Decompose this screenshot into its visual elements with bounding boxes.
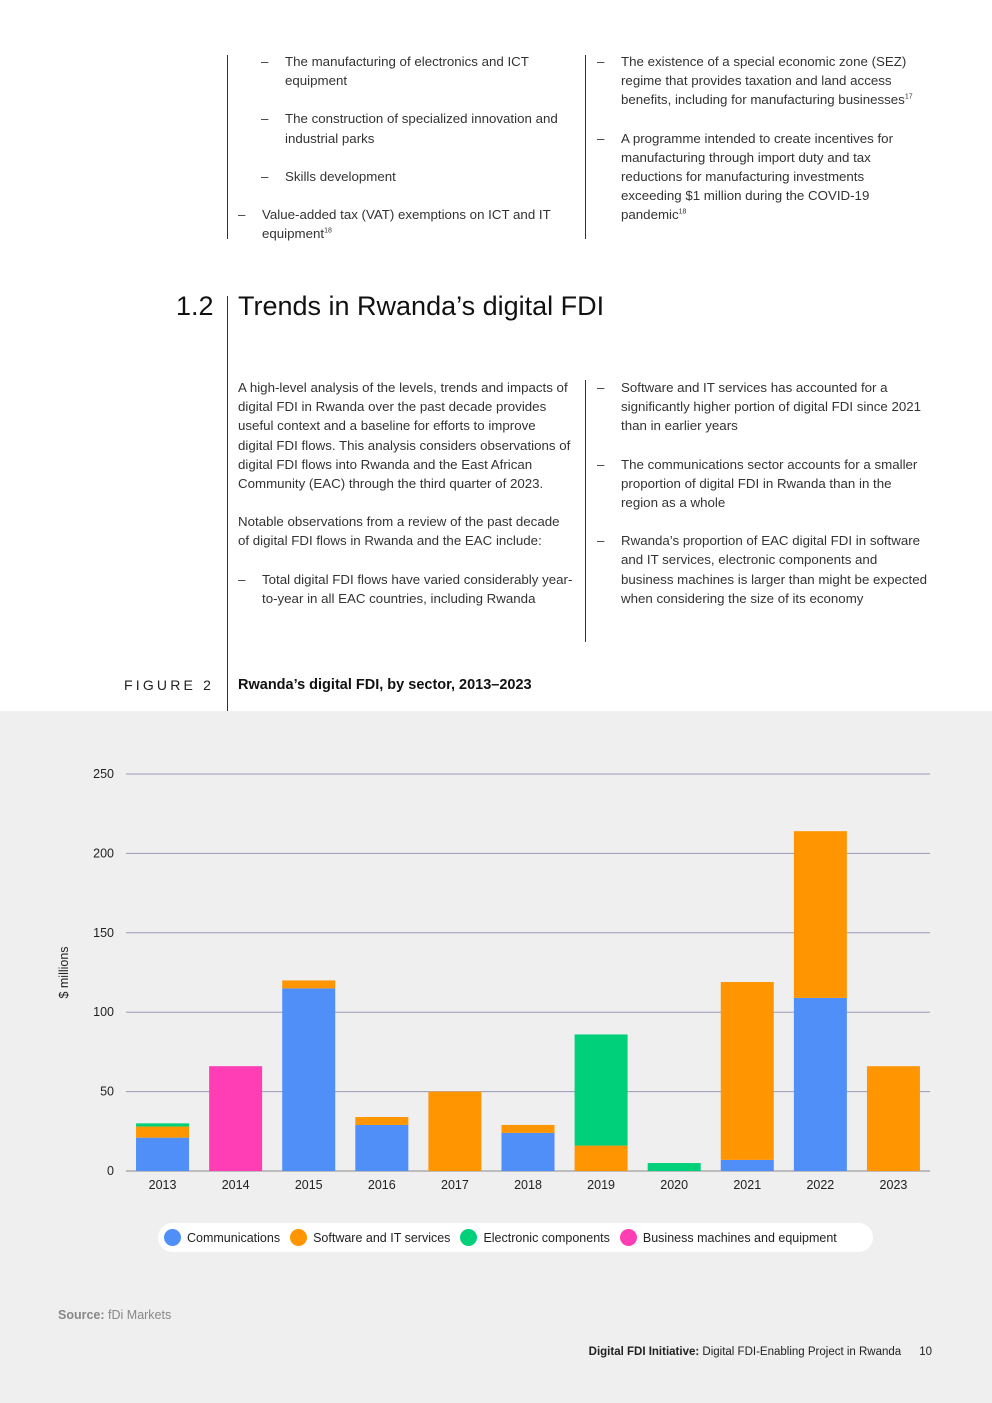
list-item: – Skills development bbox=[261, 168, 396, 184]
figure-title: Rwanda’s digital FDI, by sector, 2013–2023 bbox=[238, 677, 532, 693]
body-divider bbox=[585, 380, 586, 642]
x-tick-label: 2017 bbox=[441, 1178, 469, 1192]
bar-segment bbox=[282, 980, 335, 988]
body-paragraph: A high-level analysis of the levels, trends and impacts of digital FDI in Rwanda over the past decade provides useful context and a baseline for efforts to improve digital FDI flows. This analysis considers observations of digital FDI flows into Rwanda and the East African Community (EAC) through the third quarter of 2023. bbox=[238, 380, 571, 492]
list-item: – The existence of a special economic zone (SEZ) regime that provides taxation and land access benefits, including for manufacturing businesses$^{17}$ bbox=[597, 54, 913, 108]
body-right-column bbox=[597, 378, 931, 608]
x-tick-label: 2018 bbox=[514, 1178, 542, 1192]
legend-swatch bbox=[620, 1229, 637, 1246]
body-paragraph: Notable observations from a review of the past decade of digital FDI flows in Rwanda and the EAC include: bbox=[238, 514, 560, 549]
top-left-list bbox=[238, 52, 568, 243]
bar-segment bbox=[428, 1092, 481, 1171]
section-divider bbox=[227, 296, 228, 711]
bar-segment bbox=[794, 831, 847, 998]
list-item: – Value-added tax (VAT) exemptions on ICT and IT equipment$^{18}$ bbox=[238, 207, 551, 242]
list-item: – Software and IT services has accounted for a significantly higher portion of digital FDI since 2021 than in earlier years bbox=[597, 380, 922, 434]
legend-swatch bbox=[460, 1229, 477, 1246]
bar-segment bbox=[502, 1133, 555, 1171]
page-number: 10 bbox=[919, 1346, 932, 1358]
y-tick-label: 200 bbox=[93, 846, 114, 861]
bar-segment bbox=[136, 1127, 189, 1138]
list-item: – The manufacturing of electronics and ICT equipment bbox=[261, 54, 529, 89]
source-note: Source: fDi Markets bbox=[58, 1308, 172, 1322]
bar-segment bbox=[136, 1138, 189, 1171]
bar-segment bbox=[209, 1066, 262, 1171]
list-item: – Total digital FDI flows have varied considerably year-to-year in all EAC countries, including Rwanda bbox=[238, 571, 573, 606]
y-tick-label: 100 bbox=[93, 1005, 114, 1020]
bar-segment bbox=[502, 1125, 555, 1133]
legend-item: Communications bbox=[164, 1229, 280, 1246]
y-tick-label: 0 bbox=[107, 1164, 114, 1178]
footnote-ref: 18 bbox=[324, 227, 332, 235]
legend-item: Software and IT services bbox=[290, 1229, 450, 1246]
top-right-divider bbox=[585, 55, 586, 239]
list-item: – The construction of specialized innovation and industrial parks bbox=[261, 111, 558, 146]
x-tick-label: 2023 bbox=[879, 1178, 908, 1192]
list-item: – The communications sector accounts for a smaller proportion of digital FDI in Rwanda than in the region as a whole bbox=[597, 456, 918, 511]
x-tick-label: 2020 bbox=[660, 1178, 689, 1192]
body-left-column bbox=[238, 378, 574, 608]
section-title: Trends in Rwanda’s digital FDI bbox=[238, 291, 605, 321]
x-tick-label: 2013 bbox=[148, 1178, 177, 1192]
x-tick-label: 2016 bbox=[367, 1178, 396, 1192]
footnote-ref: 17 bbox=[904, 93, 913, 101]
bar-segment bbox=[282, 988, 335, 1171]
list-item: – A programme intended to create incentives for manufacturing through import duty and tax reductions for manufacturing investments exceeding $1 million during the COVID-19 pandemic$^{18}$ bbox=[597, 130, 893, 223]
bar-segment bbox=[721, 982, 774, 1160]
y-tick-label: 150 bbox=[93, 925, 114, 940]
y-axis-label: $ millions bbox=[57, 946, 71, 999]
top-right-list bbox=[597, 52, 937, 244]
stacked-bar-chart bbox=[0, 711, 992, 1211]
bar-segment bbox=[721, 1160, 774, 1171]
bar-segment bbox=[575, 1146, 628, 1171]
legend-swatch bbox=[290, 1229, 307, 1246]
top-left-divider bbox=[227, 55, 228, 239]
bar-segment bbox=[355, 1117, 408, 1125]
y-tick-label: 50 bbox=[100, 1084, 114, 1099]
footnote-ref: 18 bbox=[678, 209, 687, 216]
x-tick-label: 2021 bbox=[733, 1178, 762, 1192]
legend-item: Electronic components bbox=[460, 1229, 609, 1246]
x-tick-label: 2015 bbox=[294, 1178, 323, 1192]
list-item: – Rwanda’s proportion of EAC digital FDI in software and IT services, electronic components and business machines is larger than might be expected when considering the size of its economy bbox=[597, 533, 927, 606]
chart-legend bbox=[158, 1223, 873, 1252]
section-number: 1.2 bbox=[176, 291, 214, 321]
x-tick-label: 2022 bbox=[806, 1178, 835, 1192]
bar-segment bbox=[867, 1066, 920, 1171]
bar-segment bbox=[136, 1123, 189, 1126]
legend-item: Business machines and equipment bbox=[620, 1229, 837, 1246]
x-tick-label: 2014 bbox=[221, 1178, 250, 1192]
bar-segment bbox=[794, 998, 847, 1171]
bar-segment bbox=[648, 1163, 701, 1171]
page-footer: Digital FDI Initiative: Digital FDI-Enabling Project in Rwanda 10 bbox=[588, 1346, 932, 1358]
figure-label: FIGURE 2 bbox=[124, 677, 215, 693]
bar-segment bbox=[575, 1034, 628, 1145]
bar-segment bbox=[355, 1125, 408, 1171]
legend-swatch bbox=[164, 1229, 181, 1246]
x-tick-label: 2019 bbox=[587, 1178, 615, 1192]
y-tick-label: 250 bbox=[93, 767, 114, 781]
